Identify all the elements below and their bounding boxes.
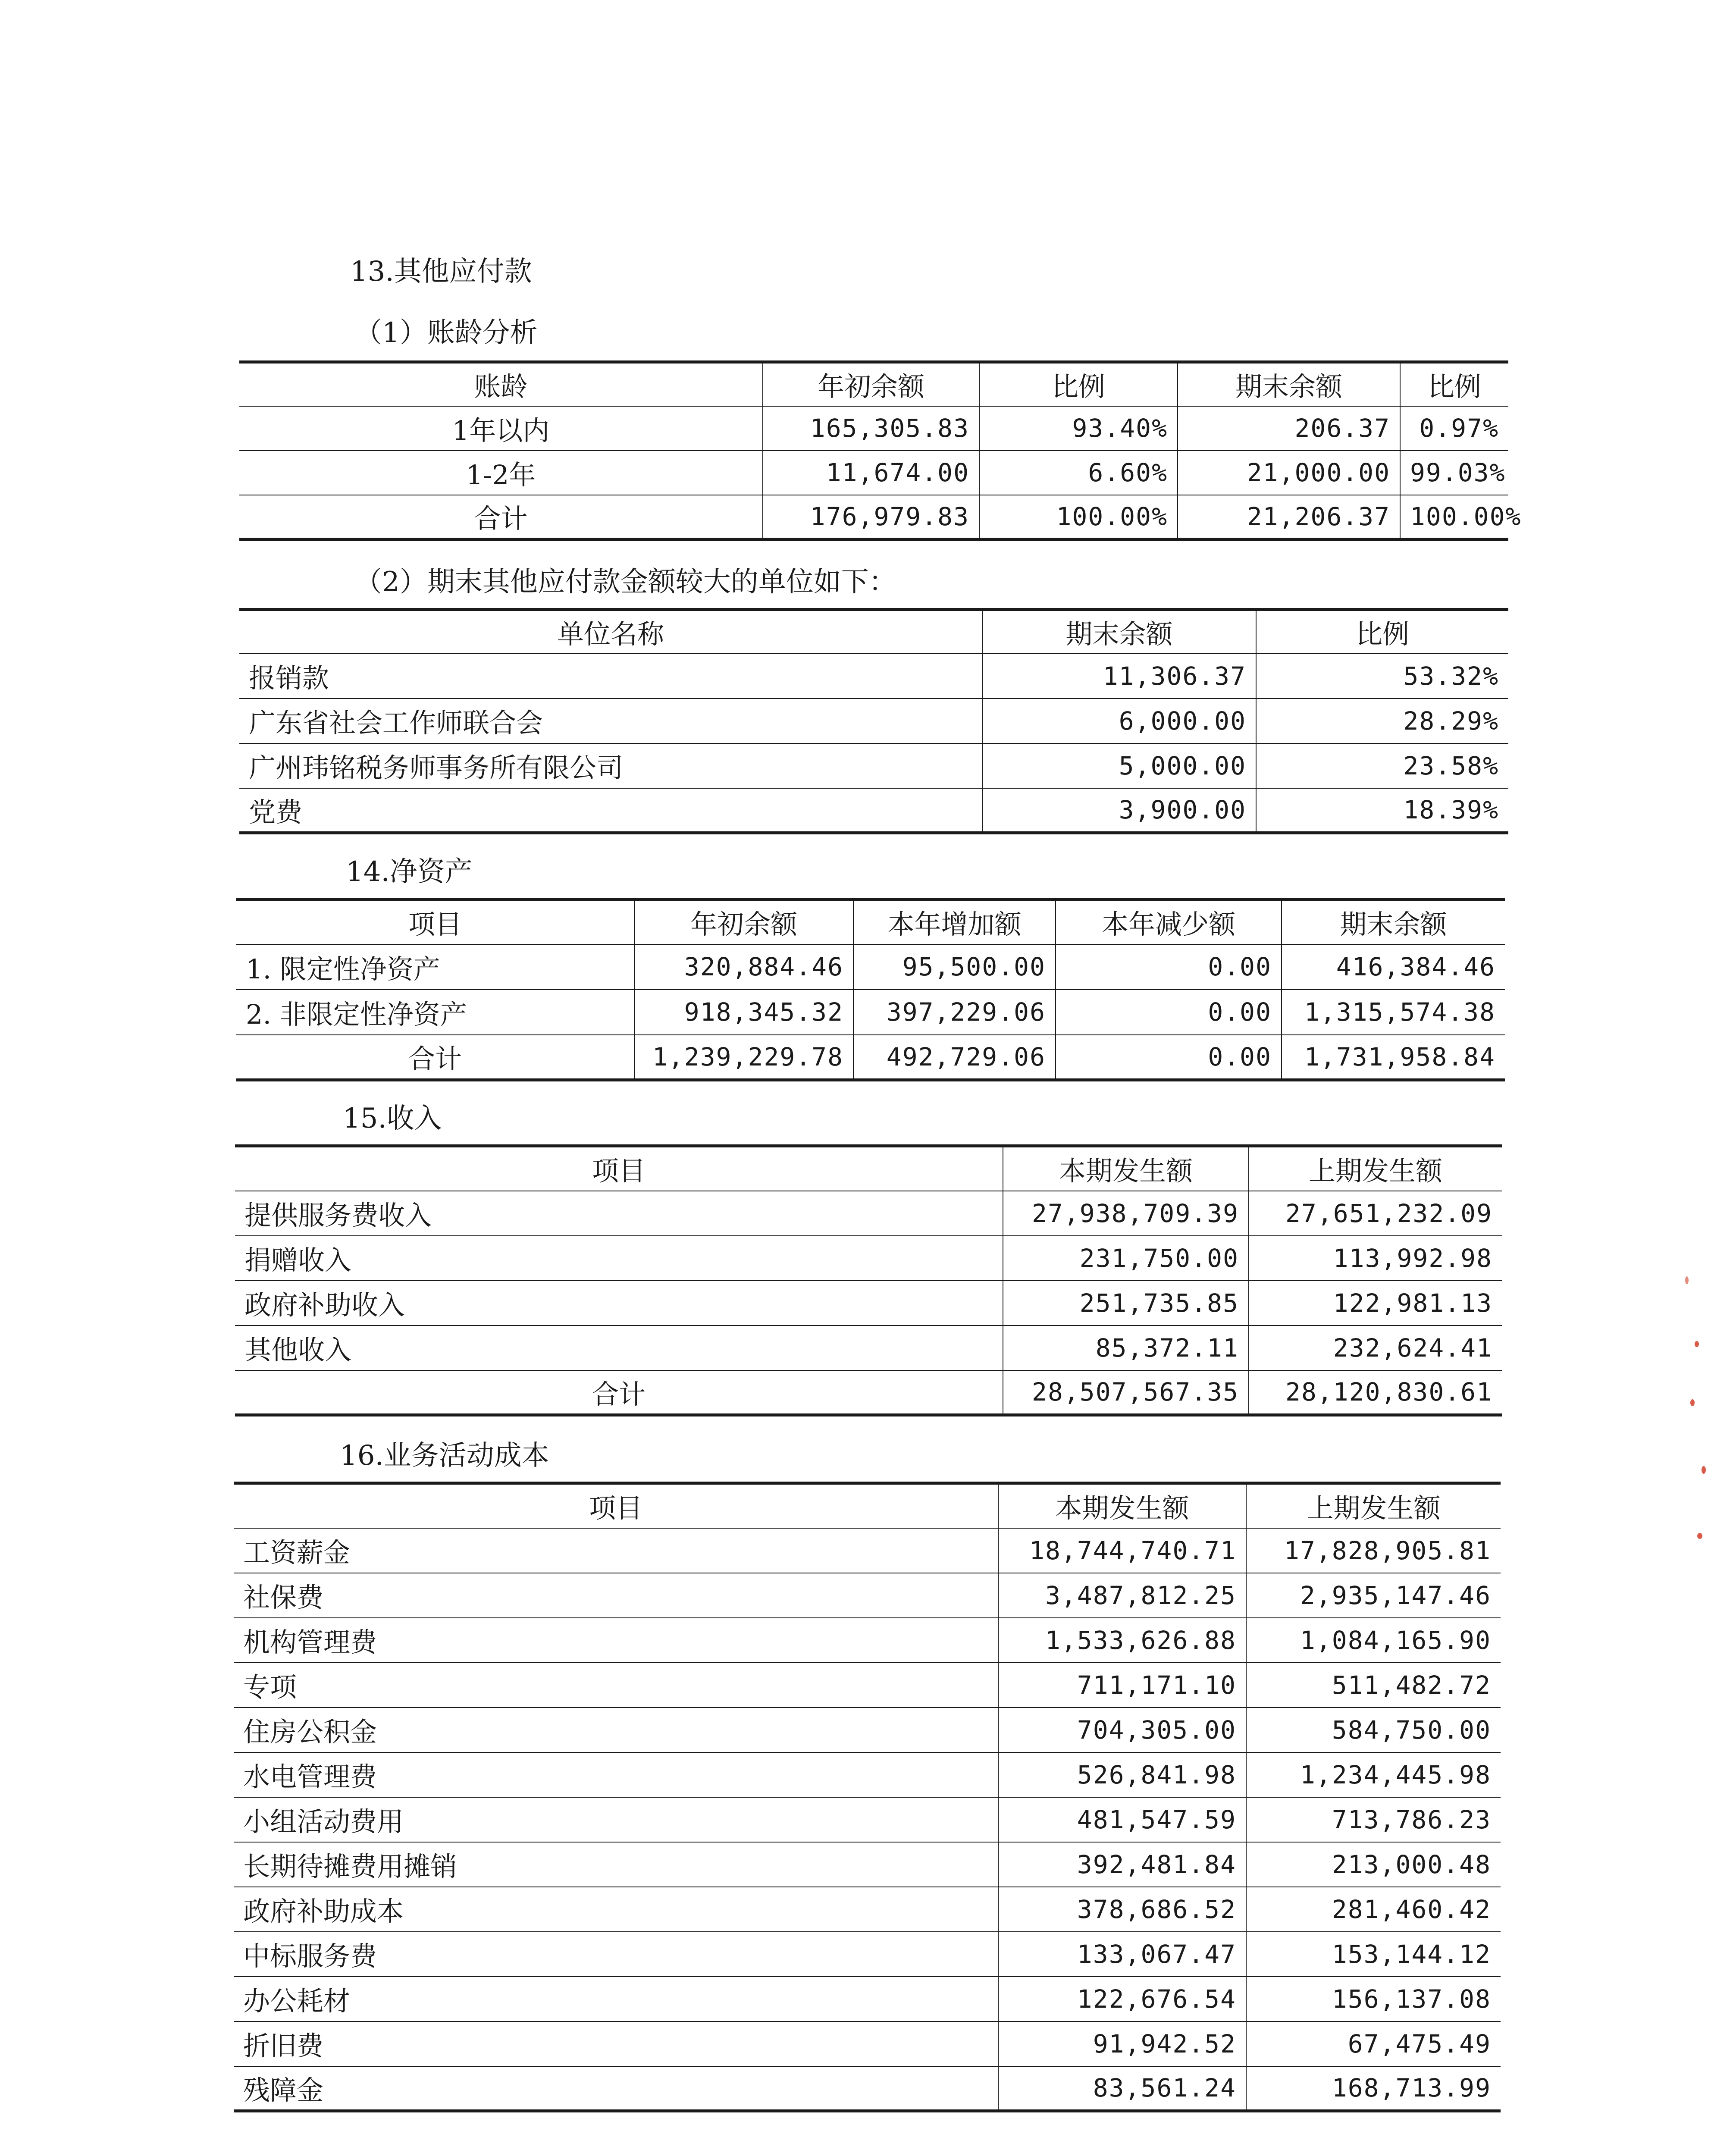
cell-value: 18.39%: [1256, 788, 1508, 833]
cell-value: 492,729.06: [853, 1035, 1056, 1080]
row-label: 1年以内: [239, 406, 763, 451]
table-row: [234, 1977, 1501, 2021]
row-label: 党费: [239, 788, 982, 833]
row-label: 工资薪金: [234, 1528, 998, 1573]
cell-value: 281,460.42: [1246, 1887, 1501, 1932]
table-header-row: [234, 1483, 1501, 1528]
col-header: 项目: [235, 1146, 1003, 1191]
cell-value: 397,229.06: [853, 990, 1056, 1035]
income-table: [235, 1144, 1502, 1416]
stamp-mark: [1695, 1341, 1699, 1347]
aging-table: [239, 360, 1522, 541]
row-label: 长期待摊费用摊销: [234, 1842, 998, 1887]
cell-value: 113,992.98: [1249, 1236, 1502, 1281]
cell-value: 0.00: [1056, 1035, 1282, 1080]
cell-value: 122,981.13: [1249, 1281, 1502, 1326]
col-header: 本年减少额: [1056, 899, 1282, 944]
cell-value: 3,487,812.25: [998, 1573, 1246, 1618]
col-header: 期末余额: [1282, 899, 1505, 944]
cell-value: 3,900.00: [982, 788, 1256, 833]
col-header: 年初余额: [634, 899, 853, 944]
cell-value: 918,345.32: [634, 990, 853, 1035]
cell-value: 85,372.11: [1003, 1326, 1249, 1370]
row-label: 广州玮铭税务师事务所有限公司: [239, 743, 982, 788]
cell-value: 2,935,147.46: [1246, 1573, 1501, 1618]
stamp-mark: [1697, 1533, 1702, 1539]
table-row: [235, 1191, 1502, 1236]
table-header-row: [239, 362, 1508, 406]
cell-value: 53.32%: [1256, 654, 1508, 699]
cell-value: 28,120,830.61: [1249, 1370, 1502, 1415]
aging-analysis-subtitle: （1）账龄分析: [354, 317, 538, 349]
cell-value: 1,239,229.78: [634, 1035, 853, 1080]
table-row: [239, 406, 1508, 451]
table-row: [236, 944, 1505, 990]
cell-value: 1,234,445.98: [1246, 1752, 1501, 1797]
col-header: 上期发生额: [1249, 1146, 1502, 1191]
row-label: 专项: [234, 1663, 998, 1708]
col-header: 比例: [979, 362, 1178, 406]
table-total-row: [236, 1035, 1505, 1080]
col-header: 期末余额: [1178, 362, 1400, 406]
row-label: 办公耗材: [234, 1977, 998, 2021]
row-label: 广东省社会工作师联合会: [239, 699, 982, 743]
table-total-row: [235, 1370, 1502, 1415]
table-row: [234, 1573, 1501, 1618]
table-row: [239, 654, 1508, 699]
col-header: 账龄: [239, 362, 763, 406]
table-row: [234, 1618, 1501, 1663]
cell-value: 67,475.49: [1246, 2021, 1501, 2066]
col-header: 项目: [234, 1483, 998, 1528]
cell-value: 1,084,165.90: [1246, 1618, 1501, 1663]
table-row: [234, 1887, 1501, 1932]
col-header: 期末余额: [982, 610, 1256, 654]
table-row: [234, 1842, 1501, 1887]
cell-value: 392,481.84: [998, 1842, 1246, 1887]
cell-value: 526,841.98: [998, 1752, 1246, 1797]
activity-cost-table: [234, 1482, 1501, 2112]
table-row: [235, 1281, 1502, 1326]
row-label: 1-2年: [239, 451, 763, 495]
row-label: 残障金: [234, 2066, 998, 2111]
table-row: [239, 743, 1508, 788]
cell-value: 11,306.37: [982, 654, 1256, 699]
cell-value: 1,315,574.38: [1282, 990, 1505, 1035]
cell-value: 0.00: [1056, 990, 1282, 1035]
row-label: 捐赠收入: [235, 1236, 1003, 1281]
col-header: 年初余额: [763, 362, 979, 406]
cell-value: 213,000.48: [1246, 1842, 1501, 1887]
cell-value: 232,624.41: [1249, 1326, 1502, 1370]
cell-value: 83,561.24: [998, 2066, 1246, 2111]
row-label: 政府补助收入: [235, 1281, 1003, 1326]
table-header-row: [235, 1146, 1502, 1191]
cell-value: 122,676.54: [998, 1977, 1246, 2021]
row-label: 1. 限定性净资产: [236, 944, 634, 990]
row-label: 水电管理费: [234, 1752, 998, 1797]
cell-value: 5,000.00: [982, 743, 1256, 788]
stamp-mark: [1685, 1276, 1689, 1284]
cell-value: 91,942.52: [998, 2021, 1246, 2066]
stamp-mark: [1702, 1466, 1706, 1474]
cell-value: 27,651,232.09: [1249, 1191, 1502, 1236]
cell-value: 584,750.00: [1246, 1708, 1501, 1752]
cell-value: 6,000.00: [982, 699, 1256, 743]
cell-value: 481,547.59: [998, 1797, 1246, 1842]
row-label: 其他收入: [235, 1326, 1003, 1370]
cell-value: 6.60%: [979, 451, 1178, 495]
cell-value: 28.29%: [1256, 699, 1508, 743]
table-row: [239, 451, 1508, 495]
table-row: [239, 788, 1508, 833]
cell-value: 320,884.46: [634, 944, 853, 990]
cell-value: 378,686.52: [998, 1887, 1246, 1932]
table-row: [234, 1797, 1501, 1842]
table-header-row: [236, 899, 1505, 944]
cell-value: 28,507,567.35: [1003, 1370, 1249, 1415]
cell-value: 231,750.00: [1003, 1236, 1249, 1281]
row-label: 中标服务费: [234, 1932, 998, 1977]
cell-value: 168,713.99: [1246, 2066, 1501, 2111]
row-label: 合计: [236, 1035, 634, 1080]
cell-value: 100.00%: [979, 495, 1178, 539]
cell-value: 95,500.00: [853, 944, 1056, 990]
row-label: 社保费: [234, 1573, 998, 1618]
col-header: 本年增加额: [853, 899, 1056, 944]
table-row: [234, 1932, 1501, 1977]
net-assets-table: [236, 898, 1505, 1081]
col-header: 上期发生额: [1246, 1483, 1501, 1528]
table-row: [235, 1326, 1502, 1370]
cell-value: 156,137.08: [1246, 1977, 1501, 2021]
row-label: 合计: [235, 1370, 1003, 1415]
cell-value: 17,828,905.81: [1246, 1528, 1501, 1573]
cell-value: 93.40%: [979, 406, 1178, 451]
table-header-row: [239, 610, 1508, 654]
section-13-title: 13.其他应付款: [350, 256, 532, 288]
table-row: [234, 2021, 1501, 2066]
table-row: [235, 1236, 1502, 1281]
col-header: 项目: [236, 899, 634, 944]
row-label: 机构管理费: [234, 1618, 998, 1663]
table-row: [234, 2066, 1501, 2111]
cell-value: 18,744,740.71: [998, 1528, 1246, 1573]
cell-value: 511,482.72: [1246, 1663, 1501, 1708]
cell-value: 153,144.12: [1246, 1932, 1501, 1977]
col-header: 比例: [1256, 610, 1508, 654]
cell-value: 0.97%: [1400, 406, 1508, 451]
table-total-row: [239, 495, 1508, 539]
col-header: 本期发生额: [1003, 1146, 1249, 1191]
table-row: [234, 1528, 1501, 1573]
table-row: [236, 990, 1505, 1035]
cell-value: 27,938,709.39: [1003, 1191, 1249, 1236]
table-row: [234, 1708, 1501, 1752]
cell-value: 11,674.00: [763, 451, 979, 495]
row-label: 提供服务费收入: [235, 1191, 1003, 1236]
row-label: 住房公积金: [234, 1708, 998, 1752]
cell-value: 133,067.47: [998, 1932, 1246, 1977]
cell-value: 1,533,626.88: [998, 1618, 1246, 1663]
cell-value: 165,305.83: [763, 406, 979, 451]
section-16-title: 16.业务活动成本: [340, 1440, 549, 1472]
cell-value: 251,735.85: [1003, 1281, 1249, 1326]
section-14-title: 14.净资产: [346, 856, 473, 888]
cell-value: 0.00: [1056, 944, 1282, 990]
cell-value: 100.00%: [1400, 495, 1508, 539]
cell-value: 21,206.37: [1178, 495, 1400, 539]
stamp-mark: [1690, 1399, 1695, 1406]
row-label: 合计: [239, 495, 763, 539]
table-row: [239, 699, 1508, 743]
cell-value: 176,979.83: [763, 495, 979, 539]
row-label: 政府补助成本: [234, 1887, 998, 1932]
cell-value: 704,305.00: [998, 1708, 1246, 1752]
row-label: 折旧费: [234, 2021, 998, 2066]
col-header: 本期发生额: [998, 1483, 1246, 1528]
table-row: [234, 1752, 1501, 1797]
row-label: 报销款: [239, 654, 982, 699]
col-header: 单位名称: [239, 610, 982, 654]
section-15-title: 15.收入: [343, 1103, 442, 1134]
cell-value: 1,731,958.84: [1282, 1035, 1505, 1080]
cell-value: 711,171.10: [998, 1663, 1246, 1708]
col-header: 比例: [1400, 362, 1508, 406]
cell-value: 416,384.46: [1282, 944, 1505, 990]
cell-value: 23.58%: [1256, 743, 1508, 788]
major-payables-table: [239, 608, 1508, 834]
major-payables-subtitle: （2）期末其他应付款金额较大的单位如下：: [354, 566, 896, 598]
table-row: [234, 1663, 1501, 1708]
cell-value: 99.03%: [1400, 451, 1508, 495]
cell-value: 713,786.23: [1246, 1797, 1501, 1842]
row-label: 2. 非限定性净资产: [236, 990, 634, 1035]
row-label: 小组活动费用: [234, 1797, 998, 1842]
cell-value: 206.37: [1178, 406, 1400, 451]
cell-value: 21,000.00: [1178, 451, 1400, 495]
